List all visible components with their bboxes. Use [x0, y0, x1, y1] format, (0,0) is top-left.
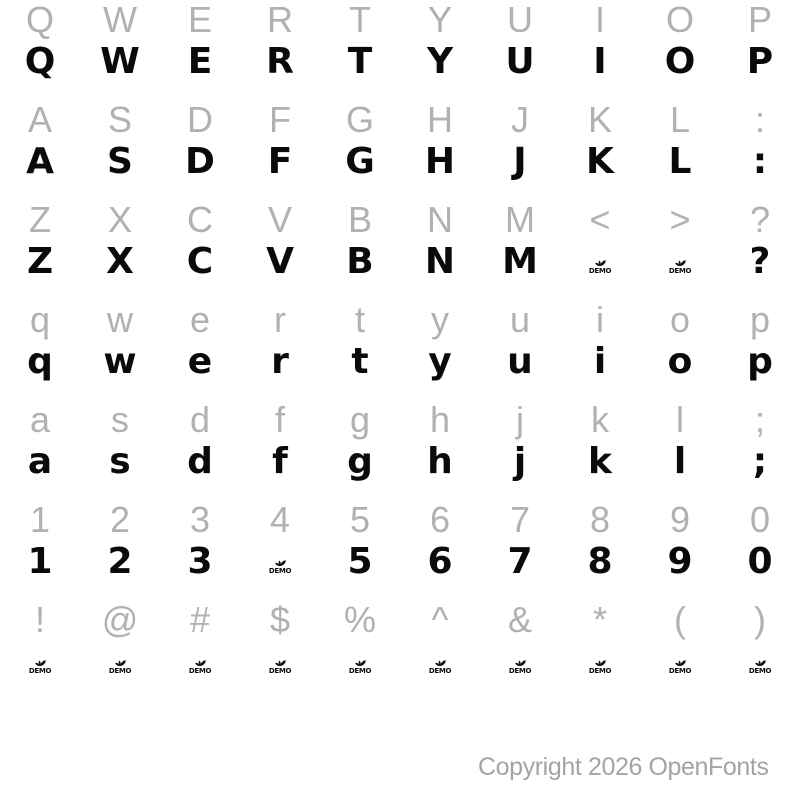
- reference-font-row: [0, 498, 800, 542]
- glyph-cell: N: [427, 199, 453, 240]
- glyph-cell: K: [586, 141, 614, 182]
- demo-label: DEMO: [268, 567, 292, 575]
- glyph-cell: 6: [429, 499, 451, 540]
- demo-glyph: [349, 656, 371, 675]
- glyph-cell: %: [343, 599, 376, 640]
- glyph-cell: t: [351, 341, 369, 382]
- demo-label: DEMO: [668, 267, 692, 275]
- glyph-cell: w: [103, 341, 137, 382]
- glyph-cell: E: [187, 41, 213, 82]
- glyph-cell: [720, 640, 800, 684]
- demo-label: DEMO: [28, 667, 52, 675]
- demo-glyph: [589, 256, 611, 275]
- glyph-cell: O: [665, 0, 694, 40]
- glyph-cell: p: [747, 341, 773, 382]
- reference-font-row: [0, 0, 800, 42]
- glyph-cell: ;: [754, 399, 765, 440]
- glyph-cell: [640, 240, 720, 284]
- glyph-cell: X: [106, 241, 134, 282]
- glyph-cell: l: [676, 399, 684, 440]
- glyph-cell: X: [107, 199, 132, 240]
- glyph-cell: u: [507, 341, 533, 382]
- demo-font-row: [0, 340, 800, 384]
- glyph-cell: k: [588, 441, 612, 482]
- glyph-cell: [240, 540, 320, 584]
- glyph-cell: s: [111, 399, 129, 440]
- demo-glyph: [509, 656, 531, 675]
- glyph-cell: T: [349, 0, 371, 40]
- splash-icon: [353, 656, 368, 667]
- glyph-cell: >: [669, 199, 691, 240]
- glyph-cell: D: [187, 99, 213, 140]
- splash-icon: [193, 656, 208, 667]
- glyph-cell: e: [187, 341, 213, 382]
- splash-icon: [273, 556, 288, 567]
- row-digits: [0, 500, 800, 600]
- glyph-cell: d: [189, 399, 211, 440]
- demo-label: DEMO: [668, 667, 692, 675]
- glyph-cell: F: [269, 99, 291, 140]
- glyph-cell: y: [431, 299, 449, 340]
- glyph-cell: a: [27, 441, 53, 482]
- demo-label: DEMO: [108, 667, 132, 675]
- glyph-cell: Z: [29, 199, 51, 240]
- glyph-cell: S: [107, 141, 133, 182]
- glyph-cell: T: [347, 41, 373, 82]
- demo-font-row: [0, 640, 800, 684]
- glyph-cell: 6: [427, 541, 453, 582]
- glyph-cell: r: [271, 341, 289, 382]
- glyph-cell: $: [269, 599, 291, 640]
- glyph-cell: B: [346, 241, 374, 282]
- glyph-cell: r: [274, 299, 286, 340]
- demo-font-row: [0, 40, 800, 84]
- glyph-cell: H: [427, 99, 453, 140]
- glyph-cell: G: [345, 141, 375, 182]
- glyph-cell: P: [747, 0, 772, 40]
- glyph-cell: ;: [752, 441, 768, 482]
- glyph-cell: (: [674, 599, 686, 640]
- splash-icon: [113, 656, 128, 667]
- demo-label: DEMO: [748, 667, 772, 675]
- demo-glyph: [749, 656, 771, 675]
- glyph-cell: o: [669, 299, 691, 340]
- glyph-cell: L: [668, 141, 692, 182]
- glyph-cell: W: [100, 41, 140, 82]
- glyph-cell: [400, 640, 480, 684]
- glyph-cell: :: [754, 99, 765, 140]
- glyph-cell: J: [511, 99, 529, 140]
- row-lowercase-asdfghjkl: [0, 400, 800, 500]
- demo-label: DEMO: [428, 667, 452, 675]
- demo-font-row: [0, 240, 800, 284]
- splash-icon: [593, 256, 608, 267]
- glyph-cell: 5: [349, 499, 371, 540]
- glyph-cell: E: [187, 0, 212, 40]
- glyph-cell: d: [187, 441, 213, 482]
- glyph-cell: Q: [25, 0, 54, 40]
- glyph-cell: J: [513, 141, 527, 182]
- demo-glyph: [429, 656, 451, 675]
- demo-glyph: [189, 656, 211, 675]
- glyph-cell: V: [267, 199, 292, 240]
- demo-glyph: [269, 556, 291, 575]
- glyph-cell: S: [107, 99, 132, 140]
- glyph-cell: 0: [749, 499, 771, 540]
- glyph-cell: F: [267, 141, 293, 182]
- demo-glyph: [109, 656, 131, 675]
- glyph-cell: U: [507, 0, 533, 40]
- copyright-text: Copyright 2026 OpenFonts: [478, 753, 769, 781]
- glyph-cell: 2: [107, 541, 133, 582]
- glyph-cell: [640, 640, 720, 684]
- glyph-cell: g: [349, 399, 371, 440]
- glyph-cell: 9: [667, 541, 693, 582]
- glyph-cell: R: [267, 0, 293, 40]
- glyph-cell: M: [505, 199, 535, 240]
- row-lowercase-qwertyuiop: [0, 300, 800, 400]
- glyph-cell: ^: [431, 599, 449, 640]
- reference-font-row: [0, 98, 800, 142]
- glyph-cell: 3: [189, 499, 211, 540]
- splash-icon: [593, 656, 608, 667]
- demo-glyph: [669, 256, 691, 275]
- splash-icon: [433, 656, 448, 667]
- glyph-cell: [160, 640, 240, 684]
- glyph-cell: o: [667, 341, 693, 382]
- reference-font-row: [0, 198, 800, 242]
- glyph-cell: 5: [347, 541, 373, 582]
- glyph-cell: f: [274, 399, 285, 440]
- reference-font-row: [0, 598, 800, 642]
- glyph-cell: [480, 640, 560, 684]
- glyph-cell: D: [185, 141, 215, 182]
- demo-label: DEMO: [188, 667, 212, 675]
- glyph-cell: U: [505, 41, 535, 82]
- glyph-cell: 0: [747, 541, 773, 582]
- demo-label: DEMO: [268, 667, 292, 675]
- glyph-cell: @: [101, 599, 139, 640]
- glyph-cell: h: [427, 441, 453, 482]
- glyph-cell: [0, 640, 80, 684]
- glyph-cell: G: [345, 99, 374, 140]
- glyph-cell: 8: [587, 541, 613, 582]
- glyph-cell: l: [673, 441, 687, 482]
- glyph-cell: [560, 640, 640, 684]
- glyph-cell: #: [189, 599, 211, 640]
- glyph-cell: 4: [269, 499, 291, 540]
- glyph-cell: :: [752, 141, 768, 182]
- reference-font-row: [0, 298, 800, 342]
- splash-icon: [753, 656, 768, 667]
- demo-glyph: [669, 656, 691, 675]
- splash-icon: [673, 256, 688, 267]
- glyph-cell: f: [272, 441, 288, 482]
- glyph-cell: p: [749, 299, 771, 340]
- glyph-cell: M: [502, 241, 538, 282]
- glyph-cell: a: [29, 399, 51, 440]
- row-uppercase-qwertyuiop: [0, 0, 800, 100]
- glyph-cell: O: [664, 41, 696, 82]
- glyph-cell: Y: [427, 0, 452, 40]
- glyph-cell: 9: [669, 499, 691, 540]
- splash-icon: [673, 656, 688, 667]
- glyph-cell: C: [186, 241, 214, 282]
- demo-font-row: [0, 440, 800, 484]
- demo-label: DEMO: [588, 267, 612, 275]
- glyph-cell: H: [424, 141, 456, 182]
- glyph-cell: 1: [27, 541, 53, 582]
- glyph-cell: g: [347, 441, 373, 482]
- glyph-cell: 7: [509, 499, 531, 540]
- glyph-cell: 7: [507, 541, 533, 582]
- glyph-cell: i: [593, 341, 607, 382]
- reference-font-row: [0, 398, 800, 442]
- demo-glyph: [269, 656, 291, 675]
- glyph-cell: !: [34, 599, 45, 640]
- row-uppercase-asdfghjkl: [0, 100, 800, 200]
- glyph-cell: q: [27, 341, 53, 382]
- glyph-cell: 1: [29, 499, 51, 540]
- glyph-cell: V: [266, 241, 294, 282]
- demo-font-row: [0, 140, 800, 184]
- demo-label: DEMO: [348, 667, 372, 675]
- glyph-cell: P: [746, 41, 774, 82]
- glyph-cell: L: [669, 99, 691, 140]
- demo-glyph: [589, 656, 611, 675]
- demo-label: DEMO: [508, 667, 532, 675]
- glyph-cell: 2: [109, 499, 131, 540]
- glyph-cell: u: [509, 299, 531, 340]
- glyph-cell: k: [591, 399, 609, 440]
- glyph-cell: Z: [26, 241, 54, 282]
- glyph-cell: ?: [749, 199, 771, 240]
- glyph-cell: 8: [589, 499, 611, 540]
- glyph-cell: <: [589, 199, 611, 240]
- glyph-cell: h: [429, 399, 451, 440]
- glyph-cell: K: [587, 99, 612, 140]
- splash-icon: [513, 656, 528, 667]
- splash-icon: [273, 656, 288, 667]
- row-uppercase-zxcvbnm: [0, 200, 800, 300]
- demo-label: DEMO: [588, 667, 612, 675]
- glyph-cell: I: [594, 0, 605, 40]
- glyph-cell: *: [592, 599, 607, 640]
- glyph-cell: s: [109, 441, 131, 482]
- glyph-cell: [560, 240, 640, 284]
- glyph-cell: [240, 640, 320, 684]
- demo-font-row: [0, 540, 800, 584]
- glyph-cell: W: [103, 0, 137, 40]
- glyph-cell: C: [187, 199, 213, 240]
- glyph-cell: [320, 640, 400, 684]
- glyph-cell: y: [428, 341, 452, 382]
- glyph-cell: w: [107, 299, 133, 340]
- demo-glyph: [29, 656, 51, 675]
- glyph-cell: i: [596, 299, 604, 340]
- splash-icon: [33, 656, 48, 667]
- glyph-cell: B: [347, 199, 372, 240]
- glyph-cell: N: [424, 241, 456, 282]
- glyph-cell: A: [26, 141, 54, 182]
- glyph-cell: j: [516, 399, 524, 440]
- glyph-cell: Y: [426, 41, 454, 82]
- glyph-cell: j: [513, 441, 527, 482]
- glyph-cell: q: [29, 299, 51, 340]
- glyph-cell: Q: [24, 41, 56, 82]
- glyph-cell: ): [754, 599, 766, 640]
- glyph-cell: e: [189, 299, 211, 340]
- glyph-cell: [80, 640, 160, 684]
- glyph-cell: I: [593, 41, 607, 82]
- glyph-cell: ?: [749, 241, 771, 282]
- glyph-cell: A: [27, 99, 52, 140]
- glyph-cell: 3: [187, 541, 213, 582]
- row-symbols: [0, 600, 800, 700]
- glyph-cell: &: [507, 599, 532, 640]
- glyph-cell: t: [354, 299, 365, 340]
- glyph-cell: R: [266, 41, 294, 82]
